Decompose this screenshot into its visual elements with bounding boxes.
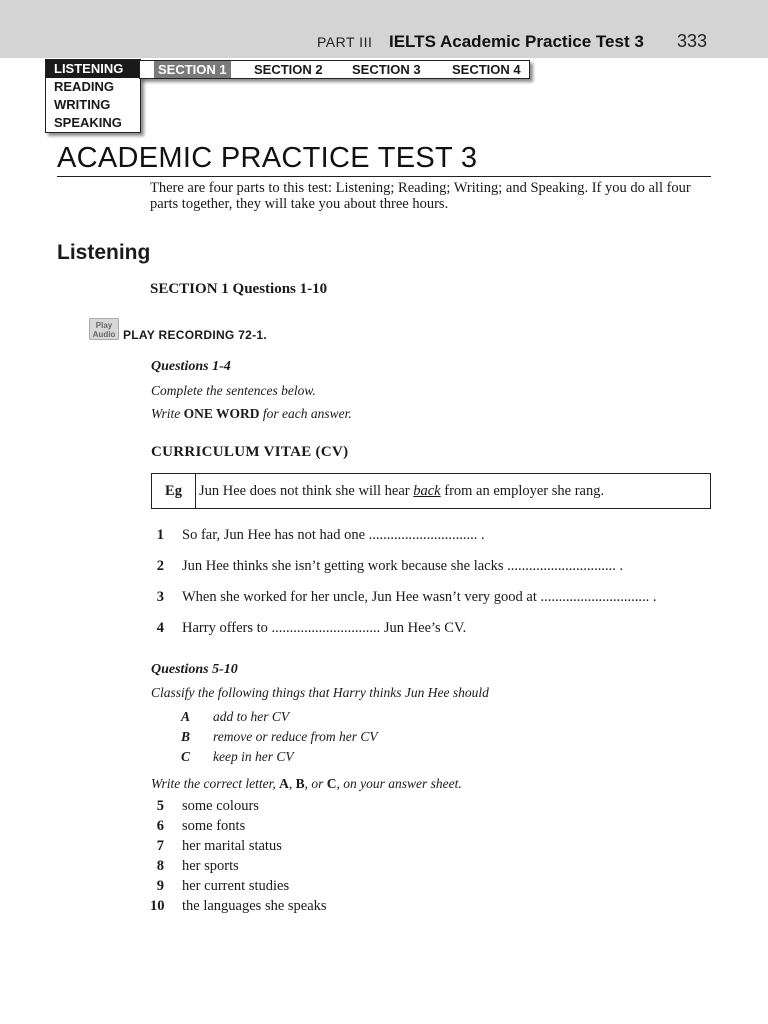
page-number: 333 bbox=[677, 31, 708, 51]
example-sentence: Jun Hee does not think she will hear back from an employer she rang. bbox=[199, 483, 605, 499]
option-item bbox=[181, 749, 294, 765]
example-box bbox=[151, 473, 711, 509]
menu-item-reading[interactable]: READING bbox=[54, 79, 114, 94]
item-text: her marital status bbox=[182, 838, 282, 854]
option-letter: B bbox=[181, 729, 191, 744]
play-audio-line-1: Play bbox=[95, 321, 113, 330]
book-title: IELTS Academic Practice Test 3 bbox=[389, 32, 644, 51]
question-number: 1 bbox=[156, 527, 164, 543]
question-text: Jun Hee thinks she isn’t getting work because she lacks .............................. . bbox=[182, 558, 624, 574]
option-letter: C bbox=[181, 749, 191, 764]
question-number: 4 bbox=[156, 620, 164, 636]
option-item bbox=[181, 729, 378, 745]
page-title: ACADEMIC PRACTICE TEST 3 bbox=[57, 140, 711, 177]
option-item bbox=[181, 709, 289, 725]
example-label: Eg bbox=[152, 474, 196, 508]
item-number: 9 bbox=[156, 878, 164, 894]
tab-section-3[interactable]: SECTION 3 bbox=[352, 62, 421, 77]
example-answer: back bbox=[413, 483, 441, 499]
test-part-menu bbox=[45, 59, 141, 133]
item-number: 6 bbox=[156, 818, 164, 834]
question-text: Harry offers to .............................. Jun Hee’s CV. bbox=[182, 620, 467, 636]
item-number: 10 bbox=[150, 898, 165, 914]
option-letter: A bbox=[181, 709, 191, 724]
menu-item-writing[interactable]: WRITING bbox=[54, 97, 111, 112]
section-heading: SECTION 1 Questions 1-10 bbox=[150, 281, 328, 297]
play-audio-button[interactable] bbox=[89, 318, 119, 340]
question-text: When she worked for her uncle, Jun Hee wasn’t very good at .............................. . bbox=[182, 589, 657, 605]
item-text: some colours bbox=[182, 798, 259, 814]
item-text: her current studies bbox=[182, 878, 290, 894]
play-recording-label: PLAY RECORDING 72-1. bbox=[123, 328, 268, 342]
item-text: some fonts bbox=[182, 818, 246, 834]
option-text: add to her CV bbox=[213, 709, 290, 724]
tab-section-1[interactable]: SECTION 1 bbox=[154, 61, 231, 78]
option-text: remove or reduce from her CV bbox=[213, 729, 378, 744]
item-number: 8 bbox=[156, 858, 164, 874]
section-tabs bbox=[139, 60, 530, 79]
questions-1-4-instruction: Complete the sentences below. bbox=[151, 383, 316, 398]
questions-5-10-heading: Questions 5-10 bbox=[151, 662, 238, 677]
question-number: 2 bbox=[156, 558, 164, 574]
item-number: 7 bbox=[156, 838, 164, 854]
tab-section-2[interactable]: SECTION 2 bbox=[254, 62, 323, 77]
menu-item-speaking[interactable]: SPEAKING bbox=[54, 115, 122, 130]
questions-5-10-instruction: Classify the following things that Harry thinks Jun Hee should bbox=[151, 685, 489, 700]
intro-paragraph: There are four parts to this test: Listening; Reading; Writing; and Speaking. If you do all four parts together, they will take you about three hours. bbox=[150, 180, 691, 212]
question-text: So far, Jun Hee has not had one .............................. . bbox=[182, 527, 485, 543]
play-audio-line-2: Audio bbox=[92, 330, 116, 339]
item-text: the languages she speaks bbox=[182, 898, 327, 914]
option-text: keep in her CV bbox=[213, 749, 294, 764]
menu-item-listening[interactable]: LISTENING bbox=[46, 60, 140, 78]
listening-heading: Listening bbox=[57, 241, 151, 264]
questions-1-4-word-limit: Write ONE WORD for each answer. bbox=[151, 406, 352, 421]
tab-section-4[interactable]: SECTION 4 bbox=[452, 62, 521, 77]
item-text: her sports bbox=[182, 858, 239, 874]
question-number: 3 bbox=[156, 589, 164, 605]
item-number: 5 bbox=[156, 798, 164, 814]
questions-1-4-heading: Questions 1-4 bbox=[151, 359, 231, 374]
page-header bbox=[0, 0, 768, 58]
answer-sheet-instruction: Write the correct letter, A, B, or C, on your answer sheet. bbox=[151, 776, 462, 791]
cv-heading: CURRICULUM VITAE (CV) bbox=[151, 444, 349, 460]
part-label: PART III bbox=[317, 34, 373, 50]
